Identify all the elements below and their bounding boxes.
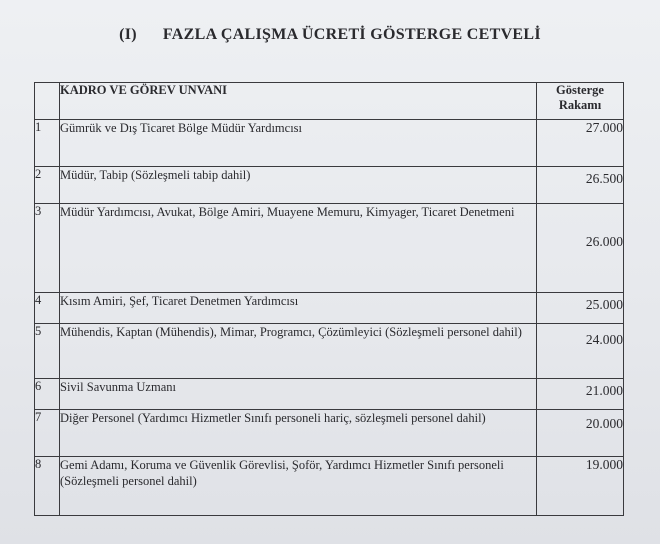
row-number: 1 (35, 120, 60, 167)
row-value: 26.000 (537, 204, 624, 293)
row-value: 21.000 (537, 379, 624, 410)
row-title: Kısım Amiri, Şef, Ticaret Denetmen Yardımcısı (60, 293, 537, 324)
row-value: 27.000 (537, 120, 624, 167)
row-value: 20.000 (537, 410, 624, 457)
row-number: 3 (35, 204, 60, 293)
table-row (35, 120, 624, 167)
table-row (35, 324, 624, 379)
table-row (35, 204, 624, 293)
header-title-cell: KADRO VE GÖREV UNVANI (60, 83, 537, 120)
row-title: Diğer Personel (Yardımcı Hizmetler Sınıfı personeli hariç, sözleşmeli personel dahil) (60, 410, 537, 457)
header-value-line1: Gösterge (556, 83, 604, 97)
header-number-cell (35, 83, 60, 120)
header-value-line2: Rakamı (558, 98, 602, 112)
row-number: 2 (35, 167, 60, 204)
row-value: 19.000 (537, 457, 624, 516)
row-value: 24.000 (537, 324, 624, 379)
table-row (35, 167, 624, 204)
table-row (35, 293, 624, 324)
row-number: 7 (35, 410, 60, 457)
row-title: Sivil Savunma Uzmanı (60, 379, 537, 410)
table-row (35, 379, 624, 410)
indicator-table (34, 82, 624, 516)
row-number: 5 (35, 324, 60, 379)
row-title: Mühendis, Kaptan (Mühendis), Mimar, Programcı, Çözümleyici (Sözleşmeli personel dahil) (60, 324, 537, 379)
row-title: Gümrük ve Dış Ticaret Bölge Müdür Yardımcısı (60, 120, 537, 167)
row-title: Müdür Yardımcısı, Avukat, Bölge Amiri, Muayene Memuru, Kimyager, Ticaret Denetmeni (60, 204, 537, 293)
title-number: (I) (119, 26, 137, 43)
table-row (35, 410, 624, 457)
title-text: FAZLA ÇALIŞMA ÜCRETİ GÖSTERGE CETVELİ (162, 26, 541, 43)
row-number: 4 (35, 293, 60, 324)
document-title (0, 26, 660, 44)
table-row (35, 457, 624, 516)
row-title: Gemi Adamı, Koruma ve Güvenlik Görevlisi, Şoför, Yardımcı Hizmetler Sınıfı personeli (Sözleşmeli personel dahil) (60, 457, 537, 516)
table-header-row (35, 83, 624, 120)
row-value: 25.000 (537, 293, 624, 324)
row-number: 6 (35, 379, 60, 410)
row-number: 8 (35, 457, 60, 516)
row-value: 26.500 (537, 167, 624, 204)
header-value-cell (537, 83, 624, 120)
row-title: Müdür, Tabip (Sözleşmeli tabip dahil) (60, 167, 537, 204)
